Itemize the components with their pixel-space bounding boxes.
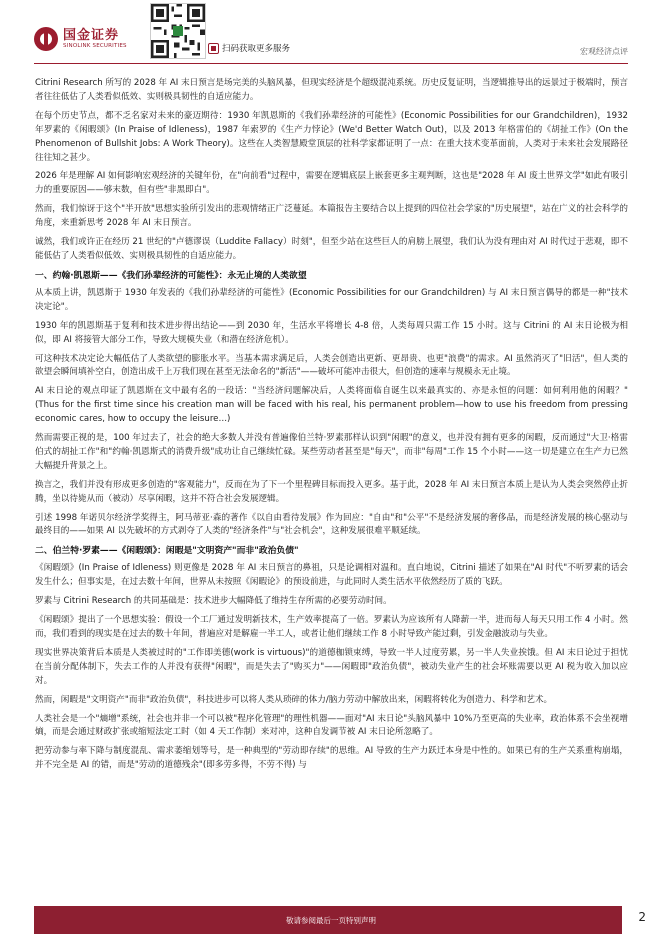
logo-english-name: SINOLINK SECURITIES	[63, 42, 127, 49]
section-heading: 二、伯兰特·罗素——《闲暇颂》：闲暇是"文明资产"而非"政治负债"	[35, 546, 299, 557]
page-number: 2	[638, 910, 646, 924]
body-paragraph: Citrini Research 所写的 2028 年 AI 末日预言是场完美的头脑风暴，但现实经济是个超级混沌系统。历史反复证明，当逻辑推导出的远景过于极端时，预言者往往低估了人类看似低效、实则极具韧性的自适应能力。	[35, 78, 628, 102]
scan-icon	[208, 43, 219, 54]
qr-hint-text: 扫码获取更多服务	[222, 44, 291, 54]
qr-hint	[208, 42, 290, 54]
body-paragraph: 然而需要正视的是，100 年过去了，社会的绝大多数人并没有普遍像伯兰特·罗素那样认识到"闲暇"的意义，也并没有拥有更多的闲暇，反而通过"大卫·格雷伯式的胡扯工作"和"约翰·凯恩斯式的消费升级"成功让自己继续忙碌。某些劳动者甚至是"每天"，而非"每周"工作 15 个小时——这一切是建立在生产力已然大幅提升背景之上。	[35, 433, 628, 471]
body-paragraph: 人类社会是一个"熵增"系统，社会也并非一个可以被"程序化管理"的理性机器——面对"AI 末日论"头脑风暴中 10%乃至更高的失业率，政治体系不会坐视增熵，而是会通过财政扩张或缩短法定工时（如 4 天工作制）来对冲，这种自发调节被 AI 末日论所忽略了。	[35, 713, 628, 738]
body-paragraph: 罗素与 Citrini Research 的共同基础是：技术进步大幅降低了维持生存所需的必要劳动时间。	[35, 596, 392, 607]
body-paragraph: 换言之，我们并没有形成更多创造的"客观能力"，反而在为了下一个里程碑目标而投入更多。基于此，2028 年 AI 末日预言本质上是认为人类会突然停止折腾，坐以待毙从而（被动）尽享闲暇，这并不符合社会发展逻辑。	[35, 479, 628, 504]
body-paragraph: 然而，闲暇是"文明资产"而非"政治负债"，科技进步可以将人类从琐碎的体力/脑力劳动中解放出来，闲暇将转化为创造力、科学和艺术。	[35, 694, 553, 705]
page-header	[0, 0, 662, 72]
body-paragraph: 2026 年是理解 AI 如何影响宏观经济的关键年份，在"向前看"过程中，需要在逻辑底层上嵌套更多主观判断，这也是"2028 年 AI 废土世界文学"如此有吸引力的重要原因——够末数，但有些"非黑即白"。	[35, 171, 628, 196]
body-paragraph: 然而，我们惊讶于这个"半开放"思想实验所引发出的悲观情绪正广泛蔓延。本篇报告主要结合以上提到的四位社会学家的"历史展望"，站在广义的社会科学的角度，来重新思考 2028 年 AI 末日预言。	[35, 204, 628, 229]
company-logo	[34, 27, 127, 51]
body-paragraph: 诚然，我们或许正在经历 21 世纪的"卢德谬误（Luddite Fallacy）时刻"，但至少站在这些巨人的肩膀上展望，我们认为没有理由对 AI 时代过于悲观，即不能低估了人类看似低效、实则极具韧性的自适应能力。	[35, 237, 628, 261]
section-heading: 一、约翰·凯恩斯——《我们孙辈经济的可能性》：永无止境的人类欲望	[35, 270, 307, 281]
footer-disclaimer: 敬请参阅最后一页特别声明	[286, 916, 376, 925]
body-paragraph: AI 末日论的观点印证了凯恩斯在文中最有名的一段话："当经济问题解决后，人类将面临自诞生以来最真实的、亦是永恒的问题：如何利用他的闲暇？"(Thus for the first time since his creation man will be faced with his real, his permanent problem—how to use his freedom from pressing economic cares, how to occupy the leisure…)	[35, 386, 628, 425]
body-paragraph: 现实世界决策背后本质是人类被过时的"工作即美德(work is virtuous)"的道德枷锁束缚，导致一半人过度劳累，另一半人失业挨饿。但 AI 末日论过于担忧在当前分配体制下，失去工作的人并没有获得"闲暇"，而是失去了"购买力"——闲暇即"政治负债"，被动失业产生的社会坏账需要以更 AI 税为收入加以应对。	[35, 647, 628, 686]
logo-chinese-name: 国金证券	[63, 27, 120, 43]
page-footer	[0, 906, 662, 936]
body-paragraph: 在每个历史节点，都不乏名家对未来的豪迈期待：1930 年凯恩斯的《我们孙辈经济的可能性》(Economic Possibilities for our Grandchildren)，1932 年罗素的《闲暇颂》(In Praise of Idleness)，1987 年索罗的《生产力悖论》(We'd Better Watch Out)，以及 2013 年格雷伯的《胡扯工作》(On the Phenomenon of Bullshit Jobs: A Work Theory)。这些在人类智慧殿堂顶层的社科学家都证明了一点：在重大技术变革面前，人类对于未来社会发展路径往往知之甚少。	[35, 110, 628, 163]
report-body	[35, 77, 628, 778]
body-paragraph: 《闲暇颂》提出了一个思想实验：假设一个工厂通过发明新技术，生产效率提高了一倍。罗素认为应该所有人降薪一半，进而每人每天只用工作 4 小时。然而，我们看到的现实是在过去的数十年间，普遍应对是解雇一半工人，或者让他们继续工作 8 小时导致产能过剩，引发金融波动与失业。	[35, 615, 628, 639]
body-paragraph: 1930 年的凯恩斯基于复利和技术进步得出结论——到 2030 年，生活水平将增长 4-8 倍，人类每周只需工作 15 小时。这与 Citrini 的 AI 末日论极为相似，即 AI 将接管大部分工作，导致大规模失业（和潜在经济危机）。	[35, 320, 628, 345]
body-paragraph: 《闲暇颂》(In Praise of Idleness) 则更像是 2028 年 AI 末日预言的鼻祖，只是论调相对温和。直白地说，Citrini 描述了如果在"AI 时代"不听罗素的话会发生什么；但事实是，在过去数十年间，世界从未按照《闲暇论》的预设前进，与此同时人类生活水平依然经历了质的飞跃。	[35, 563, 628, 588]
logo-mark-icon	[34, 27, 58, 51]
header-divider	[34, 63, 628, 64]
report-category: 宏观经济点评	[580, 47, 628, 56]
body-paragraph: 从本质上讲，凯恩斯于 1930 年发表的《我们孙辈经济的可能性》(Economic Possibilities for our Grandchildren) 与 AI 末日预言偶导的都是一种"技术决定论"。	[35, 287, 628, 312]
body-paragraph: 把劳动参与率下降与制度混乱、需求萎缩划等号，是一种典型的"劳动即存续"的思维。AI 导致的生产力跃迁本身是中性的。如果已有的生产关系重构崩塌，并不完全是 AI 的错，而是"劳动的道德残余"(即多劳多得，不劳不得) 与	[35, 746, 628, 771]
qr-code-icon	[150, 3, 206, 59]
body-paragraph: 可这种技术决定论大幅低估了人类欲望的膨胀水平。当基本需求满足后，人类会创造出更新、更昂贵、也更"浪费"的需求。AI 虽然消灭了"旧活"，但人类的欲望会瞬间填补空白，创造出成千上万我们现在甚至无法命名的"新活"——破坏可能冲击很大，但创造的速率与规模永无止境。	[35, 353, 628, 378]
body-paragraph: 引述 1998 年诺贝尔经济学奖得主，阿马蒂亚·森的著作《以自由看待发展》作为回应："自由"和"公平"不是经济发展的奢侈品，而是经济发展的核心驱动与最终目的——如果 AI 以先破坏的方式剥夺了人类的"经济条件"与"社会机会"，这种发展很难平顺延续。	[35, 512, 628, 537]
